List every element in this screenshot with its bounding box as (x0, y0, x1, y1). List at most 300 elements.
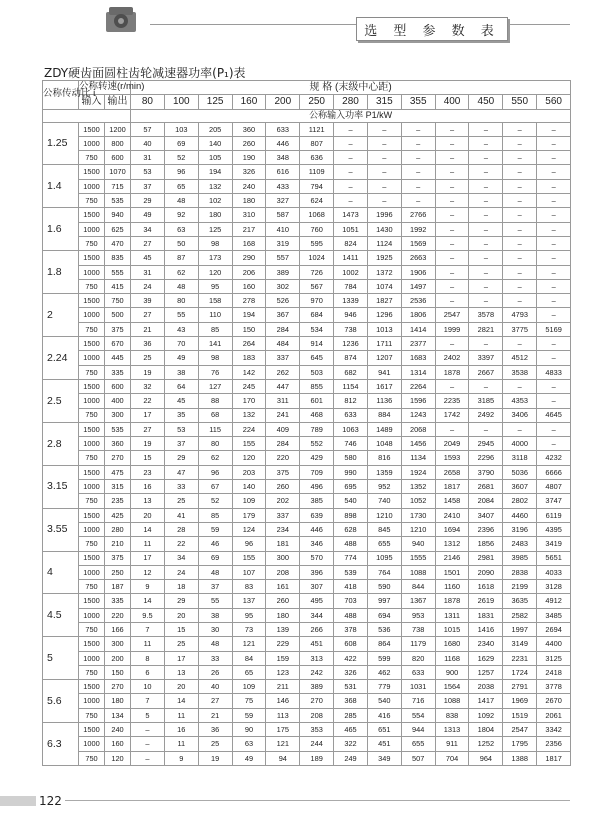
power-cell: 1312 (435, 537, 469, 551)
power-cell: 682 (334, 365, 368, 379)
power-cell: 140 (198, 136, 232, 150)
power-cell: 190 (232, 151, 266, 165)
size-cell: 400 (435, 95, 469, 109)
power-cell: 302 (266, 279, 300, 293)
power-cell: 1124 (367, 236, 401, 250)
input-speed-cell: 1000 (79, 351, 105, 365)
power-cell: 1629 (469, 651, 503, 665)
power-cell: 1074 (367, 279, 401, 293)
power-cell: – (503, 379, 537, 393)
ratio-cell: 4.5 (43, 594, 79, 637)
power-cell: 367 (266, 308, 300, 322)
power-cell: 39 (131, 294, 165, 308)
power-cell: 14 (164, 694, 198, 708)
power-cell: – (131, 737, 165, 751)
power-cell: 2536 (401, 294, 435, 308)
power-cell: 278 (232, 294, 266, 308)
input-speed-cell: 1000 (79, 179, 105, 193)
power-cell: 2766 (401, 208, 435, 222)
power-cell: 1683 (401, 351, 435, 365)
power-cell: – (537, 165, 571, 179)
power-cell: 57 (131, 122, 165, 136)
power-cell: 37 (131, 179, 165, 193)
power-cell: 1996 (367, 208, 401, 222)
power-cell: 2483 (503, 537, 537, 551)
power-cell: 49 (131, 208, 165, 222)
power-cell: – (435, 208, 469, 222)
output-speed-cell: 555 (105, 265, 131, 279)
power-cell: 92 (164, 208, 198, 222)
table-row (43, 222, 571, 236)
power-cell: 4807 (537, 480, 571, 494)
footer-rule (30, 800, 570, 801)
table-row (43, 680, 571, 694)
power-cell: 1489 (367, 422, 401, 436)
output-speed-cell: 750 (105, 294, 131, 308)
power-cell: – (537, 422, 571, 436)
power-cell: 746 (334, 437, 368, 451)
output-speed-cell: 835 (105, 251, 131, 265)
power-cell: 29 (131, 194, 165, 208)
power-cell: 17 (131, 551, 165, 565)
power-cell: 337 (266, 351, 300, 365)
power-cell: – (469, 222, 503, 236)
output-speed-cell: 335 (105, 594, 131, 608)
power-cell: 2296 (469, 451, 503, 465)
size-cell: 450 (469, 95, 503, 109)
power-cell: 124 (232, 522, 266, 536)
input-speed-cell: 1500 (79, 465, 105, 479)
power-cell: 1207 (367, 351, 401, 365)
table-row (43, 594, 571, 608)
power-cell: 633 (334, 408, 368, 422)
power-cell: 49 (232, 751, 266, 765)
power-cell: 738 (334, 322, 368, 336)
ratio-cell: 3.15 (43, 465, 79, 508)
power-cell: 1210 (367, 508, 401, 522)
power-cell: 307 (300, 580, 334, 594)
power-cell: 48 (164, 194, 198, 208)
power-cell: 628 (334, 522, 368, 536)
power-cell: 2802 (503, 494, 537, 508)
power-cell: 25 (198, 737, 232, 751)
power-cell: 1109 (300, 165, 334, 179)
power-cell: 468 (300, 408, 334, 422)
power-cell: 1063 (334, 422, 368, 436)
power-cell: 14 (131, 522, 165, 536)
table-row (43, 494, 571, 508)
power-cell: 844 (401, 580, 435, 594)
power-cell: – (537, 294, 571, 308)
power-cell: 43 (164, 322, 198, 336)
power-cell: 13 (164, 665, 198, 679)
power-cell: – (401, 179, 435, 193)
power-cell: – (367, 179, 401, 193)
power-cell: 48 (164, 279, 198, 293)
table-row (43, 322, 571, 336)
power-cell: 180 (266, 608, 300, 622)
power-cell: 90 (232, 723, 266, 737)
power-cell: 1817 (537, 751, 571, 765)
power-cell: 446 (300, 522, 334, 536)
power-cell: 3790 (469, 465, 503, 479)
power-cell: 15 (164, 622, 198, 636)
power-cell: 75 (232, 694, 266, 708)
output-speed-cell: 470 (105, 236, 131, 250)
power-cell: 65 (232, 665, 266, 679)
power-cell: 3747 (537, 494, 571, 508)
output-speed-cell: 375 (105, 322, 131, 336)
power-cell: 2061 (537, 708, 571, 722)
power-cell: 1372 (367, 265, 401, 279)
ratio-cell: 2 (43, 294, 79, 337)
power-cell: 914 (300, 337, 334, 351)
power-cell: 595 (300, 236, 334, 250)
power-cell: 168 (232, 236, 266, 250)
power-cell: 540 (367, 694, 401, 708)
power-cell: 1711 (367, 337, 401, 351)
power-cell: 264 (232, 337, 266, 351)
output-speed-cell: 180 (105, 694, 131, 708)
power-cell: 26 (198, 665, 232, 679)
power-cell: 27 (131, 308, 165, 322)
power-cell: – (469, 122, 503, 136)
page-bar (0, 796, 38, 806)
power-cell: 2821 (469, 322, 503, 336)
power-cell: 1411 (334, 251, 368, 265)
power-cell: 740 (367, 494, 401, 508)
power-cell: 9 (131, 580, 165, 594)
power-cell: 726 (300, 265, 334, 279)
power-cell: 1795 (503, 737, 537, 751)
power-cell: 132 (232, 408, 266, 422)
power-cell: 552 (300, 437, 334, 451)
power-cell: 3985 (503, 551, 537, 565)
power-cell: 4793 (503, 308, 537, 322)
power-cell: 15 (131, 451, 165, 465)
power-cell: 898 (334, 508, 368, 522)
power-cell: 65 (164, 179, 198, 193)
output-speed-cell: 600 (105, 151, 131, 165)
power-cell: 2340 (469, 637, 503, 651)
output-speed-cell: 715 (105, 179, 131, 193)
output-speed-cell: 335 (105, 365, 131, 379)
power-cell: 266 (300, 622, 334, 636)
power-cell: – (503, 422, 537, 436)
section-header: 选 型 参 数 表 (356, 17, 508, 41)
ratio-cell: 1.6 (43, 208, 79, 251)
power-cell: 416 (367, 708, 401, 722)
power-cell: 2410 (435, 508, 469, 522)
power-cell: 155 (232, 551, 266, 565)
power-cell: 1359 (367, 465, 401, 479)
power-cell: – (537, 122, 571, 136)
power-cell: 37 (198, 580, 232, 594)
table-row (43, 508, 571, 522)
power-cell: 1136 (367, 394, 401, 408)
power-cell: – (537, 337, 571, 351)
power-cell: 5651 (537, 551, 571, 565)
power-cell: – (537, 394, 571, 408)
power-cell: 1313 (435, 723, 469, 737)
power-cell: 113 (266, 708, 300, 722)
power-cell: – (435, 122, 469, 136)
power-cell: 1031 (401, 680, 435, 694)
power-cell: – (537, 308, 571, 322)
power-cell: 127 (198, 379, 232, 393)
power-cell: – (503, 151, 537, 165)
power-cell: 63 (232, 737, 266, 751)
power-cell: – (435, 151, 469, 165)
power-cell: 36 (198, 723, 232, 737)
power-cell: 2838 (503, 565, 537, 579)
power-cell: 9 (164, 751, 198, 765)
power-cell: 1473 (334, 208, 368, 222)
power-cell: 80 (198, 437, 232, 451)
power-cell: 346 (300, 537, 334, 551)
table-row (43, 465, 571, 479)
power-cell: 76 (198, 365, 232, 379)
power-cell: 208 (266, 565, 300, 579)
power-cell: 1024 (300, 251, 334, 265)
power-cell: 997 (367, 594, 401, 608)
power-cell: 120 (198, 265, 232, 279)
power-cell: 36 (131, 337, 165, 351)
power-cell: 389 (266, 265, 300, 279)
power-cell: 211 (266, 680, 300, 694)
power-cell: 709 (300, 465, 334, 479)
power-cell: 123 (266, 665, 300, 679)
power-cell: 18 (164, 580, 198, 594)
power-cell: 465 (334, 723, 368, 737)
power-cell: 313 (300, 651, 334, 665)
power-cell: 764 (367, 565, 401, 579)
power-cell: 46 (198, 537, 232, 551)
power-cell: – (503, 136, 537, 150)
input-speed-cell: 1500 (79, 294, 105, 308)
power-cell: 1694 (435, 522, 469, 536)
ratio-cell: 1.25 (43, 122, 79, 165)
power-cell: 1092 (469, 708, 503, 722)
power-cell: 270 (300, 694, 334, 708)
power-cell: 62 (164, 265, 198, 279)
power-cell: 14 (131, 594, 165, 608)
power-cell: 2670 (537, 694, 571, 708)
size-cell: 560 (537, 95, 571, 109)
power-cell: 2049 (435, 437, 469, 451)
power-cell: 70 (164, 337, 198, 351)
output-speed-cell: 535 (105, 422, 131, 436)
power-cell: 536 (367, 622, 401, 636)
input-speed-cell: 1000 (79, 437, 105, 451)
input-speed-cell: 750 (79, 279, 105, 293)
size-cell: 355 (401, 95, 435, 109)
power-cell: – (503, 208, 537, 222)
power-cell: 1817 (435, 480, 469, 494)
power-cell: – (469, 251, 503, 265)
table-row (43, 622, 571, 636)
power-cell: 855 (300, 379, 334, 393)
input-speed-cell: 1000 (79, 737, 105, 751)
power-cell: 349 (367, 751, 401, 765)
power-cell: 2667 (469, 365, 503, 379)
table-row (43, 265, 571, 279)
power-cell: – (401, 165, 435, 179)
table-title: ZDY硬齿面圆柱齿轮减速器功率(P₁)表 (44, 66, 246, 80)
power-cell: 645 (300, 351, 334, 365)
power-cell: 1236 (334, 337, 368, 351)
power-cell: 285 (334, 708, 368, 722)
table-row (43, 651, 571, 665)
power-cell: 85 (198, 322, 232, 336)
input-speed-cell: 1000 (79, 694, 105, 708)
power-cell: – (401, 122, 435, 136)
power-cell: 503 (300, 365, 334, 379)
power-cell: 655 (401, 737, 435, 751)
table-row (43, 608, 571, 622)
power-cell: 9.5 (131, 608, 165, 622)
power-cell: 2492 (469, 408, 503, 422)
power-cell: 173 (198, 251, 232, 265)
power-cell: 1969 (503, 694, 537, 708)
power-cell: 300 (266, 551, 300, 565)
output-speed-cell: 1070 (105, 165, 131, 179)
power-cell: – (469, 179, 503, 193)
input-speed-cell: 750 (79, 580, 105, 594)
power-cell: 1992 (401, 222, 435, 236)
power-cell: 3406 (503, 408, 537, 422)
table-row (43, 279, 571, 293)
power-cell: – (537, 236, 571, 250)
power-cell: 284 (266, 322, 300, 336)
power-cell: 48 (198, 565, 232, 579)
power-cell: 900 (435, 665, 469, 679)
power-cell: 141 (198, 337, 232, 351)
power-cell: – (537, 208, 571, 222)
power-cell: 1724 (503, 665, 537, 679)
power-cell: 5 (131, 708, 165, 722)
table-row (43, 236, 571, 250)
power-cell: 326 (232, 165, 266, 179)
power-cell: 1501 (435, 565, 469, 579)
power-cell: – (435, 422, 469, 436)
output-speed-cell: 210 (105, 537, 131, 551)
power-cell: 3196 (503, 522, 537, 536)
power-cell: 244 (300, 737, 334, 751)
table-row (43, 351, 571, 365)
power-cell: 2356 (537, 737, 571, 751)
output-speed-cell: 670 (105, 337, 131, 351)
power-cell: 2791 (503, 680, 537, 694)
power-cell: 88 (198, 394, 232, 408)
power-cell: 4833 (537, 365, 571, 379)
power-cell: – (537, 179, 571, 193)
power-cell: 2418 (537, 665, 571, 679)
power-cell: 249 (334, 751, 368, 765)
power-cell: 6119 (537, 508, 571, 522)
power-cell: – (469, 151, 503, 165)
output-speed-cell: 300 (105, 408, 131, 422)
power-cell: 695 (334, 480, 368, 494)
power-cell: 2068 (401, 422, 435, 436)
power-cell: 1134 (401, 451, 435, 465)
power-cell: – (469, 379, 503, 393)
power-cell: – (469, 294, 503, 308)
power-cell: 1997 (503, 622, 537, 636)
power-cell: 1906 (401, 265, 435, 279)
power-cell: 326 (334, 665, 368, 679)
power-cell: 353 (300, 723, 334, 737)
power-cell: 49 (164, 351, 198, 365)
input-speed-cell: 750 (79, 622, 105, 636)
output-speed-cell: 1200 (105, 122, 131, 136)
power-cell: 433 (266, 179, 300, 193)
power-cell: 418 (334, 580, 368, 594)
power-cell: 260 (266, 594, 300, 608)
power-cell: 608 (334, 637, 368, 651)
power-cell: 760 (300, 222, 334, 236)
power-cell: 24 (131, 279, 165, 293)
power-cell: 1458 (435, 494, 469, 508)
power-cell: 53 (131, 165, 165, 179)
power-cell: 633 (266, 122, 300, 136)
power-cell: 337 (266, 508, 300, 522)
power-cell: 1088 (401, 565, 435, 579)
power-cell: 30 (198, 622, 232, 636)
power-cell: 34 (131, 222, 165, 236)
output-speed-cell: 235 (105, 494, 131, 508)
power-cell: 155 (232, 437, 266, 451)
power-cell: – (503, 294, 537, 308)
power-cell: 526 (266, 294, 300, 308)
power-cell: – (401, 151, 435, 165)
power-cell: 952 (367, 480, 401, 494)
power-cell: 2377 (401, 337, 435, 351)
power-cell: 327 (266, 194, 300, 208)
input-speed-cell: 750 (79, 537, 105, 551)
power-cell: 812 (334, 394, 368, 408)
power-cell: 12 (131, 565, 165, 579)
power-cell: – (367, 194, 401, 208)
power-cell: 84 (232, 651, 266, 665)
power-cell: 245 (232, 379, 266, 393)
power-cell: 348 (266, 151, 300, 165)
power-cell: 1456 (401, 437, 435, 451)
input-speed-cell: 750 (79, 708, 105, 722)
input-speed-cell: 1500 (79, 637, 105, 651)
power-cell: 121 (266, 737, 300, 751)
power-cell: 1593 (435, 451, 469, 465)
power-cell: 160 (232, 279, 266, 293)
power-cell: 53 (164, 422, 198, 436)
table-row (43, 451, 571, 465)
power-cell: 451 (367, 737, 401, 751)
power-cell: 120 (232, 451, 266, 465)
power-cell: 234 (266, 522, 300, 536)
size-cell: 250 (300, 95, 334, 109)
power-cell: 52 (198, 494, 232, 508)
power-cell: 23 (131, 465, 165, 479)
size-cell: 125 (198, 95, 232, 109)
power-cell: 102 (198, 194, 232, 208)
output-speed-cell: 400 (105, 394, 131, 408)
power-cell: 624 (300, 194, 334, 208)
power-cell: – (334, 165, 368, 179)
power-cell: 396 (300, 565, 334, 579)
power-cell: 52 (164, 151, 198, 165)
input-speed-cell: 1000 (79, 522, 105, 536)
power-cell: 19 (198, 751, 232, 765)
